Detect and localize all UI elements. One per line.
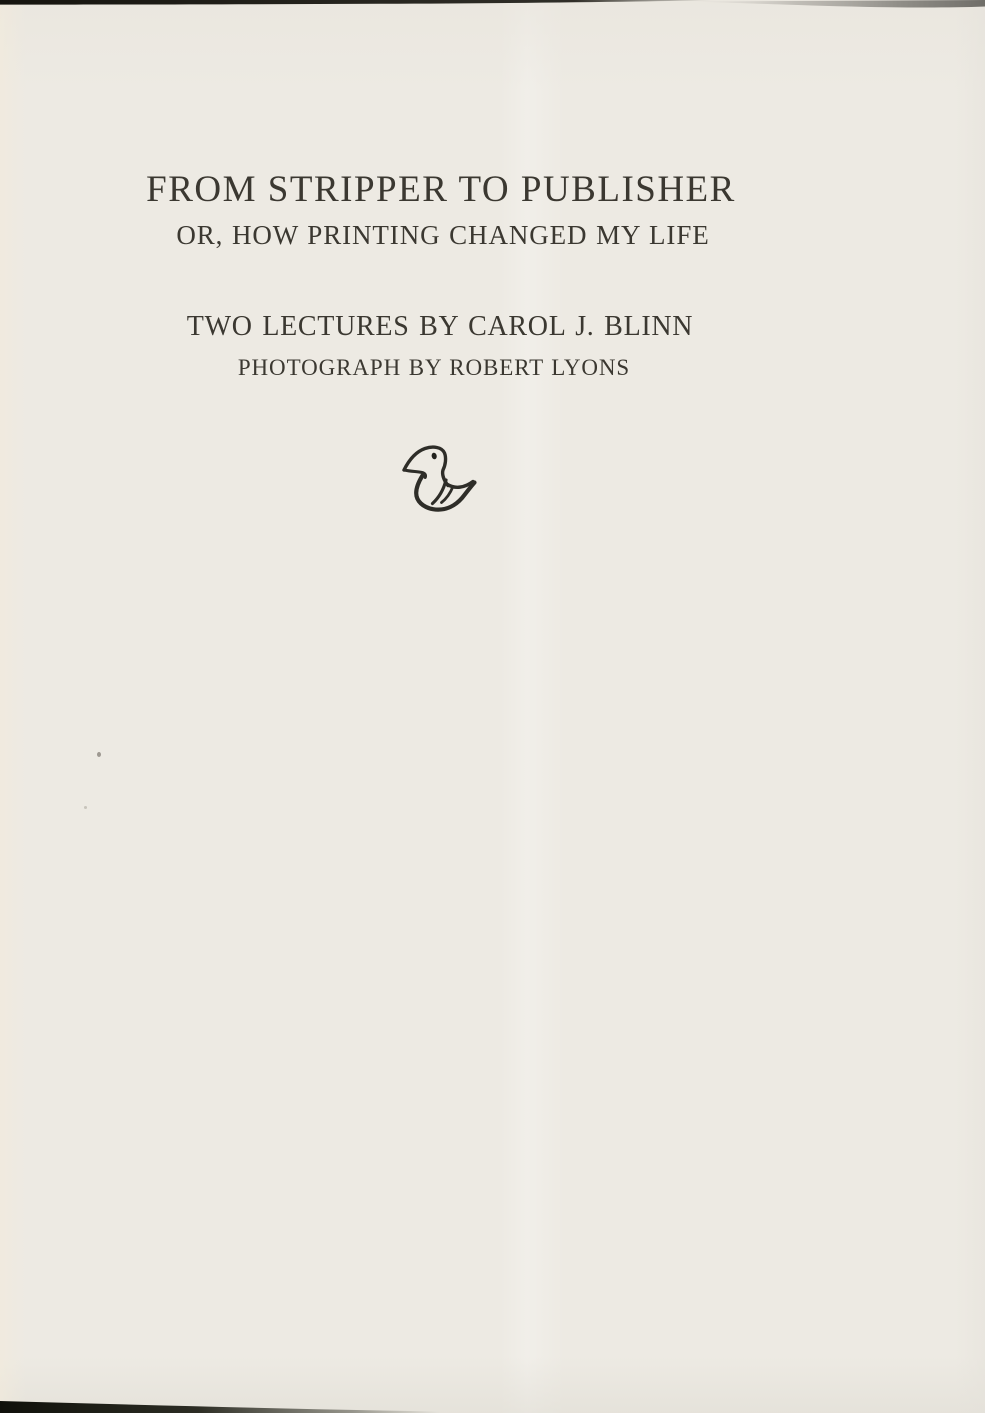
book-subtitle: OR, HOW PRINTING CHANGED MY LIFE [176, 220, 710, 250]
paper-fleck [84, 806, 87, 809]
scan-bottom-edge [0, 1398, 985, 1413]
duck-press-device-icon [399, 438, 485, 514]
scan-top-edge [0, 0, 985, 16]
book-title: FROM STRIPPER TO PUBLISHER [146, 169, 736, 210]
lecture-credit-line: TWO LECTURES BY CAROL J. BLINN [186, 311, 694, 342]
photograph-credit-line: PHOTOGRAPH BY ROBERT LYONS [237, 355, 631, 380]
paper-fleck [97, 752, 101, 757]
